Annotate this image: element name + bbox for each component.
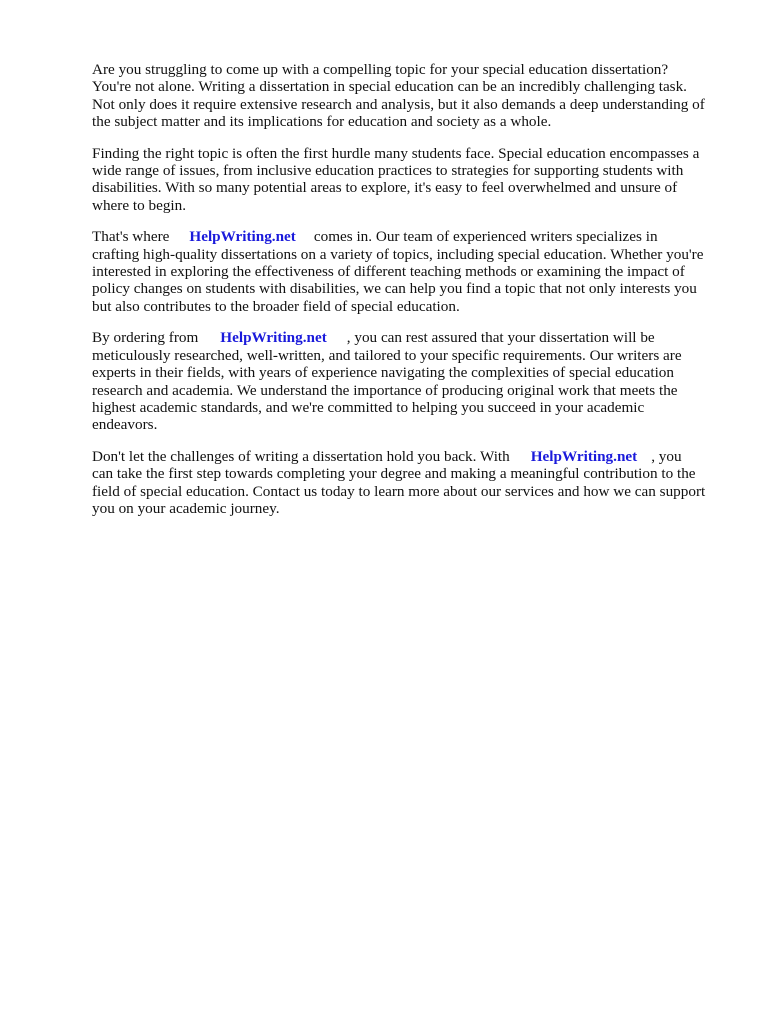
text-line: crafting high-quality dissertations on a variety of topics, including special education. Whether you're [92,245,704,263]
helpwriting-link[interactable]: HelpWriting.net [189,228,296,246]
paragraph-thats-where [92,228,724,315]
paragraph-finding-topic [92,145,724,215]
text-line: research and academia. We understand the importance of producing original work that meets the [92,381,678,399]
paragraph-ordering [92,329,724,433]
text-line [92,228,724,245]
text-line: where to begin. [92,196,187,214]
text-line: but also contributes to the broader field of special education. [92,297,460,315]
text-segment: Don't let the challenges of writing a dissertation hold you back. With [92,447,510,465]
text-line: field of special education. Contact us today to learn more about our services and how we can support [92,482,706,500]
document-body [92,61,724,531]
text-line: highest academic standards, and we're committed to helping you succeed in your academic [92,398,645,416]
text-line: the subject matter and its implications for education and society as a whole. [92,113,552,131]
text-line: endeavors. [92,416,158,434]
text-line: experts in their fields, with years of experience navigating the complexities of special education [92,364,674,382]
text-line: Finding the right topic is often the first hurdle many students face. Special education encompasses a [92,144,700,162]
text-line: You're not alone. Writing a dissertation in special education can be an incredibly challenging task. [92,78,687,96]
text-segment: That's where [92,228,170,246]
paragraph-closing [92,448,724,518]
paragraph-intro [92,61,724,131]
text-line: can take the first step towards completing your degree and making a meaningful contribution to the [92,465,696,483]
text-line: Not only does it require extensive research and analysis, but it also demands a deep understanding of [92,95,705,113]
text-line [92,329,724,346]
text-segment: , you [651,447,682,465]
helpwriting-link[interactable]: HelpWriting.net [220,329,327,347]
text-line: interested in exploring the effectiveness of different teaching methods or examining the impact of [92,263,685,281]
text-line: you on your academic journey. [92,499,280,517]
text-line: policy changes on students with disabilities, we can help you find a topic that not only interests you [92,280,697,298]
text-segment: , you can rest assured that your dissertation will be [346,329,655,347]
text-line [92,448,724,465]
text-line: Are you struggling to come up with a compelling topic for your special education dissertation? [92,61,669,78]
text-line: disabilities. With so many potential areas to explore, it's easy to feel overwhelmed and unsure of [92,179,678,197]
text-line: wide range of issues, from inclusive education practices to strategies for supporting students with [92,162,684,180]
text-line: meticulously researched, well-written, and tailored to your specific requirements. Our writers are [92,346,682,364]
text-segment: By ordering from [92,329,199,347]
text-segment: comes in. Our team of experienced writers specializes in [313,228,658,246]
helpwriting-link[interactable]: HelpWriting.net [530,447,638,465]
